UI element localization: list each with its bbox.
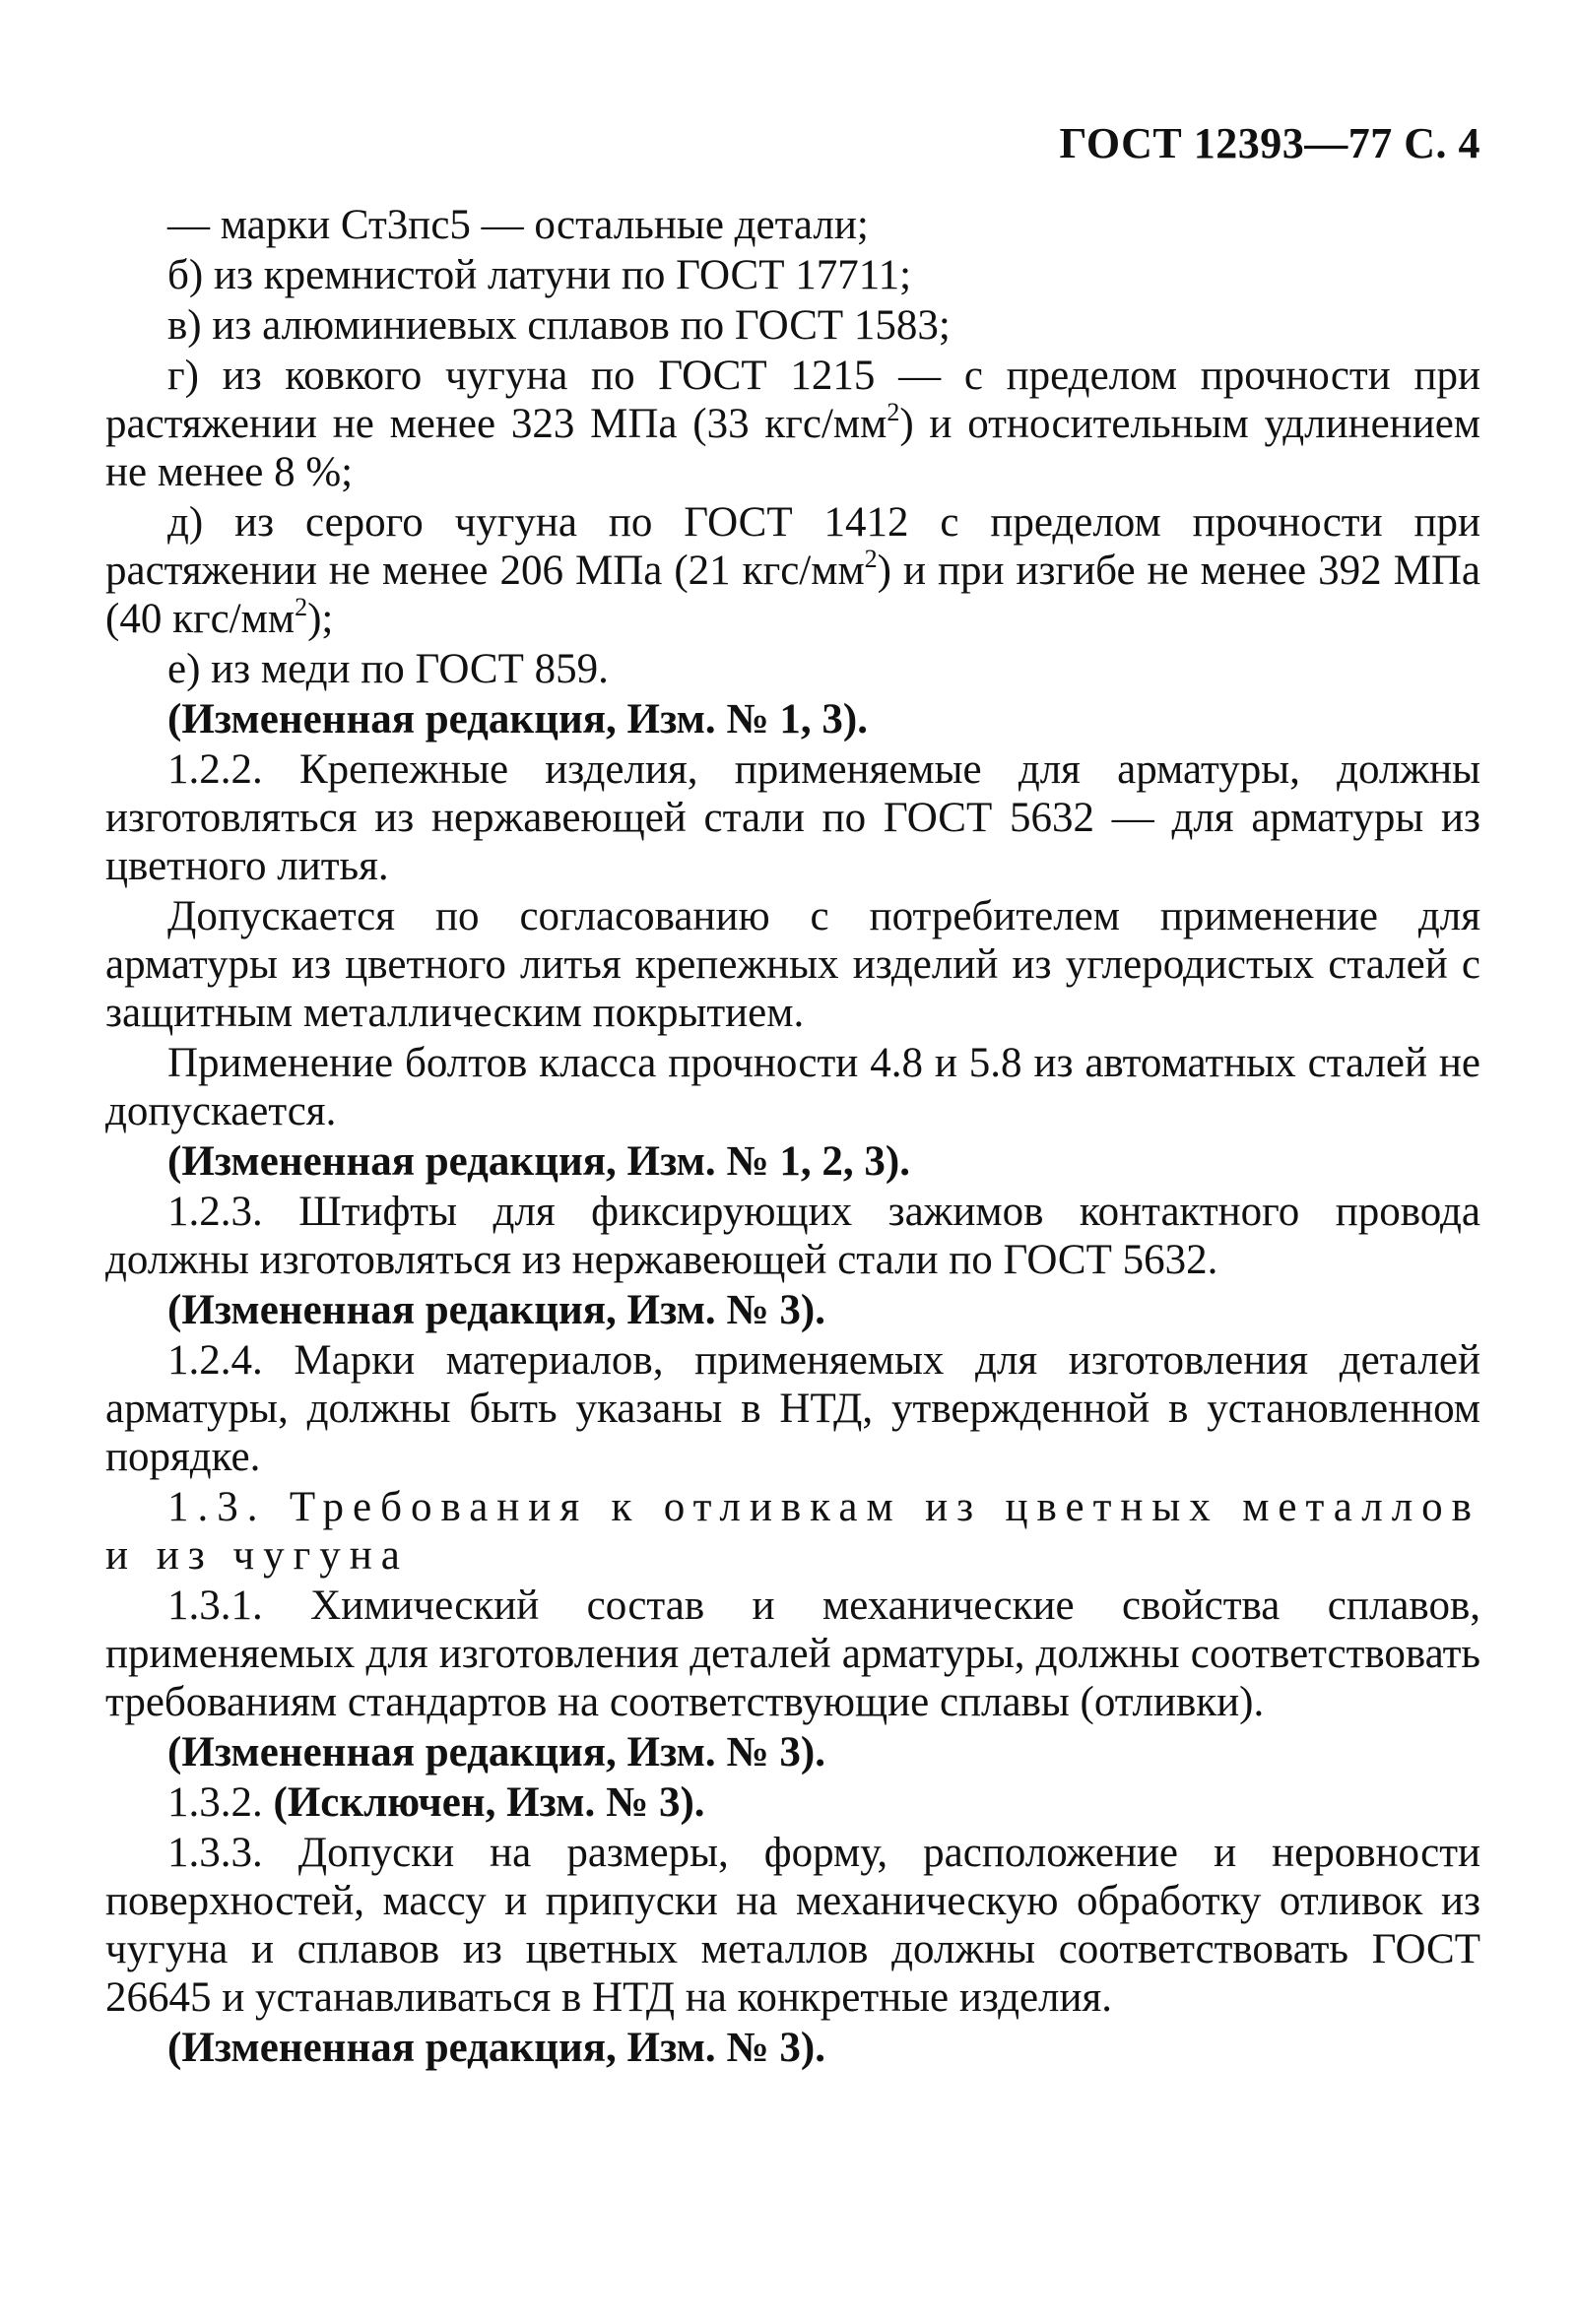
clause-excluded-note: (Исключен, Изм. № 3). (273, 1779, 705, 1826)
paragraph-item-v: в) из алюминиевых сплавов по ГОСТ 1583; (167, 302, 951, 349)
text-run (167, 1779, 705, 1826)
paragraph-item-d (105, 498, 1480, 643)
paragraph-item-g (105, 352, 1480, 496)
amendment-note: (Измененная редакция, Изм. № 3). (167, 1729, 825, 1775)
amendment-note: (Измененная редакция, Изм. № 1, 3). (167, 696, 868, 742)
paragraph-bolts: Применение болтов класса прочности 4.8 и 5.8 из автоматных сталей не допускается. (105, 1040, 1480, 1134)
text-run: д) из серого чугуна по ГОСТ 1412 с пределом прочности при растяжении не менее 206 МПа (21 кгс/мм (105, 499, 1480, 594)
paragraph-steel-grade: — марки Ст3пс5 — остальные детали; (167, 202, 869, 248)
section-heading-1-3: 1.3. Требования к отливкам из цветных металлов и из чугуна (105, 1484, 1480, 1579)
text-run: г) из ковкого чугуна по ГОСТ 1215 — с пределом прочности при растяжении не менее 323 МПа (33 кгс/мм (105, 353, 1480, 447)
amendment-note: (Измененная редакция, Изм. № 3). (167, 1287, 825, 1333)
superscript: 2 (295, 592, 308, 621)
amendment-note: (Измененная редакция, Изм. № 1, 2, 3). (167, 1138, 910, 1185)
superscript: 2 (864, 544, 878, 573)
paragraph-item-b: б) из кремнистой латуни по ГОСТ 17711; (167, 252, 912, 298)
paragraph-1-2-2: 1.2.2. Крепежные изделия, применяемые для арматуры, должны изготовляться из нержавеющей стали по ГОСТ 5632 — для арматуры из цветного литья. (105, 746, 1480, 889)
paragraph-item-e: е) из меди по ГОСТ 859. (167, 646, 609, 692)
paragraph-allowed: Допускается по согласованию с потребителем применение для арматуры из цветного литья крепежных изделий из углеродистых сталей с защитным металлическим покрытием. (105, 893, 1480, 1036)
page-header: ГОСТ 12393—77 С. 4 (1059, 119, 1480, 167)
superscript: 2 (887, 397, 900, 426)
paragraph-1-3-3: 1.3.3. Допуски на размеры, форму, расположение и неровности поверхностей, массу и припуски на механическую обработку отливок из чугуна и сплавов из цветных металлов должны соответствовать ГОСТ 26645 и устанавливаться в НТД на конкретные изделия. (105, 1830, 1480, 2021)
paragraph-1-3-2 (105, 1778, 1480, 1827)
clause-number: 1.3.2. (167, 1779, 274, 1826)
text-run: ); (307, 596, 334, 642)
paragraph-1-2-3: 1.2.3. Штифты для фиксирующих зажимов контактного провода должны изготовляться из нержавеющей стали по ГОСТ 5632. (105, 1189, 1480, 1283)
document-page (105, 116, 1480, 2074)
amendment-note: (Измененная редакция, Изм. № 3). (167, 2025, 825, 2071)
text-run: ) и относительным удлинением не менее 8 %; (105, 401, 1480, 495)
paragraph-1-3-1: 1.3.1. Химический состав и механические свойства сплавов, применяемых для изготовления деталей арматуры, должны соответствовать требованиям стандартов на соответствующие сплавы (отливки). (105, 1582, 1480, 1725)
text-run: ) и при изгибе не менее 392 МПа (40 кгс/мм (105, 548, 1480, 642)
paragraph-1-2-4: 1.2.4. Марки материалов, применяемых для изготовления деталей арматуры, должны быть указаны в НТД, утвержденной в установленном порядке. (105, 1337, 1480, 1480)
